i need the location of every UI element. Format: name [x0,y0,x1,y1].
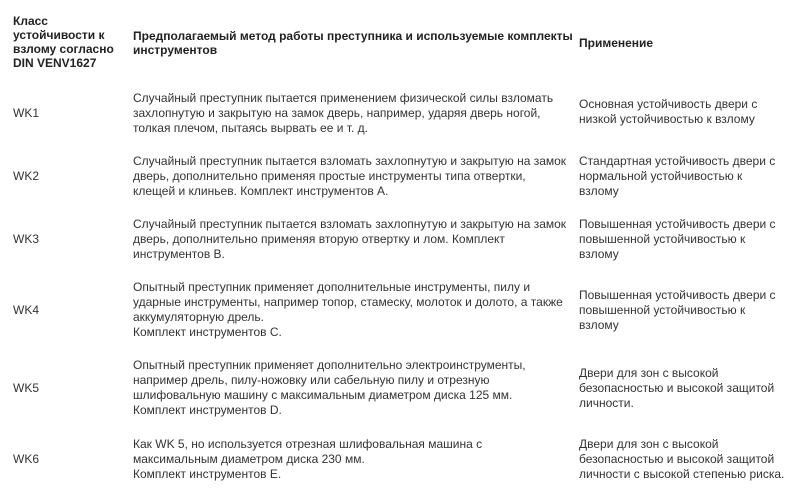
text-line: Комплект инструментов С. [133,325,282,339]
text-line: Комплект инструментов Е. [133,467,282,481]
text-line: инструментов В. [133,247,225,261]
row-application-wk2 [579,154,775,199]
text-line: DIN VENV1627 [13,56,97,70]
row-application-wk1 [579,97,757,127]
text-line: Случайный преступник пытается применением физической силы взломать [133,91,554,105]
text-line: например дрель, пилу-ножовку или сабельную пилу и отрезную [133,373,490,387]
row-class-wk5: WK5 [13,381,40,395]
text-line: шлифовальную машину с максимальным диаметром диска 125 мм. [133,388,513,402]
text-line: взлому [579,247,619,261]
row-class-wk1: WK1 [13,106,40,120]
text-line: повышенной устойчивостью к [579,232,746,246]
row-class-wk2: WK2 [13,169,40,183]
text-line: Как WK 5, но используется отрезная шлифовальная машина с [133,437,483,451]
text-line: клещей и клиньев. Комплект инструментов А. [133,184,389,198]
text-line: Комплект инструментов D. [133,403,282,417]
text-line: Опытный преступник применяет дополнительно электроинструменты, [133,358,526,372]
header-class [13,14,114,70]
text-line: личности. [579,396,634,410]
text-line: Повышенная устойчивость двери с [579,288,776,302]
text-line: дверь, дополнительно применяя простые инструменты типа отвертки, [133,169,526,183]
text-line: толкая плечом, пытаясь вырвать ее и т. д. [133,121,368,135]
text-line: Случайный преступник пытается взломать захлопнутую и закрытую на замок [133,217,567,231]
row-method-wk1 [133,91,553,136]
text-line: взлому [579,318,619,332]
text-line: максимальным диаметром диска 230 мм. [133,452,365,466]
text-line: повышенной устойчивостью к [579,303,746,317]
text-line: аккумуляторную дрель. [133,310,265,324]
text-line: безопасностью и высокой защитой [579,452,775,466]
text-line: Случайный преступник пытается взломать захлопнутую и закрытую на замок [133,154,567,168]
text-line: взлому согласно [13,42,114,56]
row-method-wk6 [133,437,482,482]
text-line: Двери для зон с высокой [579,437,719,451]
text-line: устойчивости к [13,28,105,42]
header-application [579,36,653,50]
text-line: дверь, дополнительно применяя вторую отвертку и лом. Комплект [133,232,505,246]
text-line: взлому [579,184,619,198]
row-application-wk3 [579,217,776,262]
row-class-wk4: WK4 [13,303,40,317]
text-line: Предполагаемый метод работы преступника и используемые комплекты [133,29,573,43]
text-line: Применение [579,36,654,50]
row-application-wk6 [579,437,784,482]
text-line: захлопнутую и закрытую на замок дверь, например, ударяя дверь ногой, [133,106,541,120]
row-method-wk4 [133,280,563,340]
text-line: инструментов [133,43,218,57]
text-line: личности с высокой степенью риска. [579,467,785,481]
text-line: Класс [13,14,48,28]
row-method-wk2 [133,154,566,199]
text-line: Повышенная устойчивость двери с [579,217,776,231]
header-method [133,29,573,57]
text-line: Двери для зон с высокой [579,366,719,380]
row-application-wk4 [579,288,776,333]
text-line: Опытный преступник применяет дополнительные инструменты, пилу и [133,280,531,294]
row-method-wk5 [133,358,526,418]
row-class-wk6: WK6 [13,452,40,466]
text-line: ударные инструменты, например топор, стамеску, молоток и долото, а также [133,295,563,309]
row-method-wk3 [133,217,566,262]
text-line: Основная устойчивость двери с [579,97,758,111]
row-application-wk5 [579,366,774,411]
text-line: нормальной устойчивостью к [579,169,743,183]
row-class-wk3: WK3 [13,232,40,246]
text-line: безопасностью и высокой защитой [579,381,775,395]
text-line: Стандартная устойчивость двери с [579,154,776,168]
text-line: низкой устойчивостью к взлому [579,112,755,126]
